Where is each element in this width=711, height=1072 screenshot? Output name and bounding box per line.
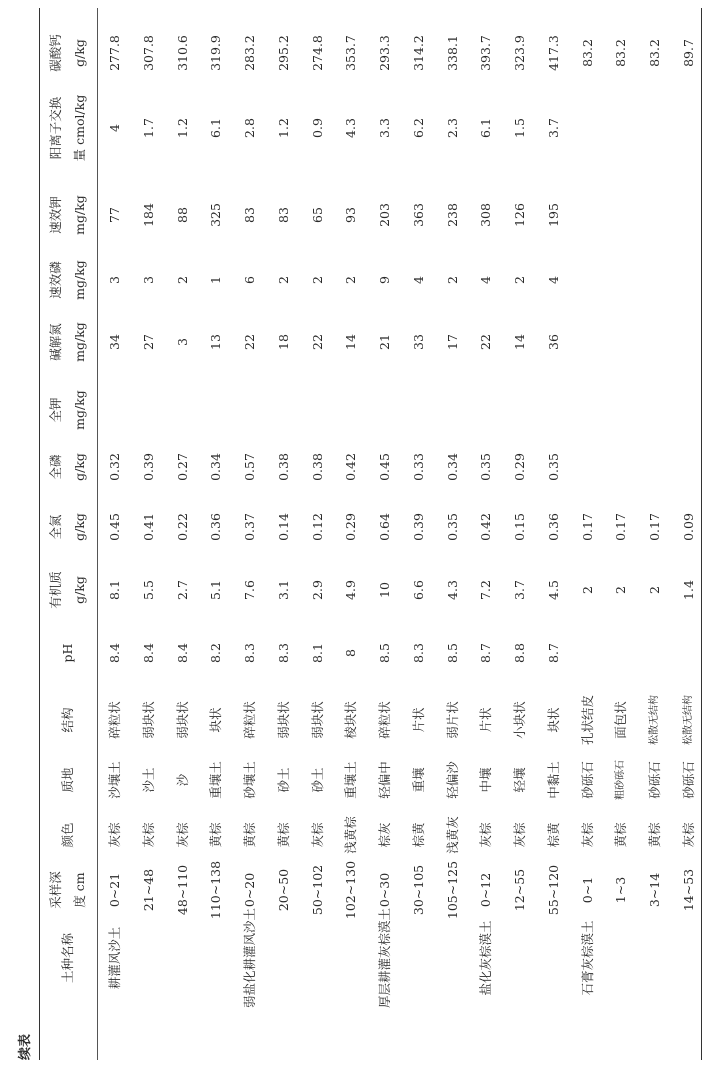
table-cell-depth: 30~105 xyxy=(411,864,426,916)
table-cell-an: 14 xyxy=(343,334,358,350)
table-cell-ap: 2 xyxy=(445,276,460,284)
table-cell-texture: 沙土 xyxy=(141,767,156,793)
table-bottom-rule xyxy=(701,8,702,1060)
table-cell-ph: 8.4 xyxy=(107,643,122,663)
table-cell-depth: 50~102 xyxy=(310,864,325,916)
table-cell-an: 22 xyxy=(478,334,493,350)
table-cell-tn: 0.12 xyxy=(310,513,325,541)
table-cell-depth: 12~55 xyxy=(512,868,527,912)
table-cell-tp: 0.27 xyxy=(175,453,190,481)
table-cell-color: 灰棕 xyxy=(512,822,527,848)
table-cell-ak: 83 xyxy=(242,207,257,223)
table-cell-tn: 0.29 xyxy=(343,513,358,541)
table-cell-cec: 1.7 xyxy=(141,118,156,138)
table-cell-cec: 6.1 xyxy=(208,118,223,138)
table-cell-tn: 0.17 xyxy=(613,513,628,541)
table-cell-tn: 0.41 xyxy=(141,513,156,541)
table-cell-tn: 0.17 xyxy=(647,513,662,541)
header-cec-line1: 阳离子交换 xyxy=(48,96,63,160)
header-ph: pH xyxy=(60,643,75,663)
table-cell-structure: 碎粒状 xyxy=(377,701,392,739)
table-cell-ak: 88 xyxy=(175,207,190,223)
table-cell-tn: 0.45 xyxy=(107,513,122,541)
table-cell-structure: 面包状 xyxy=(613,701,628,739)
table-cell-cec: 3.3 xyxy=(377,118,392,138)
table-cell-color: 灰棕 xyxy=(310,822,325,848)
table-cell-om: 8.1 xyxy=(107,580,122,600)
table-cell-ak: 184 xyxy=(141,203,156,227)
table-cell-ak: 77 xyxy=(107,207,122,223)
table-cell-an: 14 xyxy=(512,334,527,350)
table-cell-caco3: 274.8 xyxy=(310,35,325,71)
table-cell-an: 13 xyxy=(208,334,223,350)
table-cell-ph: 8.7 xyxy=(478,643,493,663)
table-cell-texture: 砂砾石 xyxy=(647,761,662,799)
table-cell-color: 浅黄灰 xyxy=(445,816,460,854)
table-cell-cec: 3.7 xyxy=(546,118,561,138)
table-cell-texture: 粗砂砾石 xyxy=(615,760,626,800)
header-om-line1: 有机质 xyxy=(48,571,63,609)
table-cell-tn: 0.64 xyxy=(377,513,392,541)
table-cell-texture: 砂土 xyxy=(276,767,291,793)
table-cell-ph: 8.4 xyxy=(175,643,190,663)
table-cell-texture: 轻偏沙 xyxy=(445,761,460,799)
table-cell-om: 2.9 xyxy=(310,580,325,600)
table-cell-texture: 轻壤 xyxy=(512,767,527,793)
table-cell-color: 黄棕 xyxy=(647,822,662,848)
table-cell-color: 灰棕 xyxy=(175,822,190,848)
table-cell-ap: 1 xyxy=(208,276,223,284)
table-cell-tp: 0.29 xyxy=(512,453,527,481)
table-cell-texture: 中壤 xyxy=(478,767,493,793)
table-cell-an: 3 xyxy=(175,338,190,346)
table-cell-depth: 55~120 xyxy=(546,864,561,916)
table-cell-depth: 48~110 xyxy=(175,864,190,916)
table-cell-tn: 0.42 xyxy=(478,513,493,541)
table-cell-an: 33 xyxy=(411,334,426,350)
table-cell-ph: 8 xyxy=(343,649,358,657)
table-cell-color: 灰棕 xyxy=(681,822,696,848)
table-cell-caco3: 393.7 xyxy=(478,35,493,71)
header-soil: 土种名称 xyxy=(60,932,75,984)
table-cell-om: 4.9 xyxy=(343,580,358,600)
table-cell-texture: 砂壤土 xyxy=(242,761,257,799)
table-cell-cec: 1.2 xyxy=(276,118,291,138)
table-cell-ap: 6 xyxy=(242,276,257,284)
table-cell-structure: 松散无结构 xyxy=(683,695,694,745)
table-cell-om: 3.7 xyxy=(512,580,527,600)
table-cell-tp: 0.39 xyxy=(141,453,156,481)
table-cell-structure: 弱块状 xyxy=(141,701,156,739)
table-cell-caco3: 314.2 xyxy=(411,35,426,71)
table-cell-ak: 65 xyxy=(310,207,325,223)
table-cell-an: 34 xyxy=(107,334,122,350)
header-tk-line2: mg/kg xyxy=(72,390,87,430)
table-cell-tp: 0.35 xyxy=(546,453,561,481)
table-cell-structure: 块状 xyxy=(546,707,561,733)
table-cell-structure: 碎粒状 xyxy=(242,701,257,739)
table-cell-depth: 0~30 xyxy=(377,872,392,908)
table-cell-caco3: 338.1 xyxy=(445,35,460,71)
table-cell-caco3: 83.2 xyxy=(647,39,662,67)
table-cell-ph: 8.8 xyxy=(512,643,527,663)
table-cell-depth: 1~3 xyxy=(613,876,628,904)
table-cell-tn: 0.09 xyxy=(681,513,696,541)
table-cell-soil: 弱盐化耕灌风沙土 xyxy=(242,907,257,1009)
table-cell-ak: 238 xyxy=(445,203,460,227)
table-cell-caco3: 293.3 xyxy=(377,35,392,71)
table-cell-structure: 棱块状 xyxy=(343,701,358,739)
table-cell-soil: 厚层耕灌灰棕漠土 xyxy=(377,907,392,1009)
table-cell-color: 黄棕 xyxy=(613,822,628,848)
table-cell-cec: 0.9 xyxy=(310,118,325,138)
table-cell-tn: 0.36 xyxy=(208,513,223,541)
table-cell-om: 2 xyxy=(613,586,628,594)
table-cell-tn: 0.15 xyxy=(512,513,527,541)
table-cell-cec: 1.5 xyxy=(512,118,527,138)
table-cell-ap: 2 xyxy=(512,276,527,284)
header-an-line1: 碱解氮 xyxy=(48,323,63,361)
table-cell-structure: 弱片状 xyxy=(445,701,460,739)
table-cell-tp: 0.57 xyxy=(242,453,257,481)
table-cell-ph: 8.3 xyxy=(411,643,426,663)
table-cell-om: 1.4 xyxy=(681,580,696,600)
table-cell-color: 灰棕 xyxy=(107,822,122,848)
table-cell-tn: 0.14 xyxy=(276,513,291,541)
table-cell-color: 黄棕 xyxy=(208,822,223,848)
table-cell-structure: 孔状结皮 xyxy=(580,694,595,746)
table-cell-caco3: 295.2 xyxy=(276,35,291,71)
table-cell-an: 21 xyxy=(377,334,392,350)
table-cell-om: 2.7 xyxy=(175,580,190,600)
table-cell-an: 22 xyxy=(242,334,257,350)
header-ap-line1: 速效磷 xyxy=(48,261,63,299)
table-cell-ap: 2 xyxy=(310,276,325,284)
table-cell-ph: 8.2 xyxy=(208,643,223,663)
table-cell-color: 黄棕 xyxy=(242,822,257,848)
table-cell-color: 浅黄棕 xyxy=(343,816,358,854)
header-cec-line2: 量 cmol/kg xyxy=(72,94,87,162)
table-cell-structure: 片状 xyxy=(411,707,426,733)
table-cell-color: 棕灰 xyxy=(377,822,392,848)
table-cell-tn: 0.37 xyxy=(242,513,257,541)
table-cell-om: 7.6 xyxy=(242,580,257,600)
table-cell-tn: 0.22 xyxy=(175,513,190,541)
header-caco3-line1: 碳酸钙 xyxy=(48,34,63,72)
table-cell-caco3: 310.6 xyxy=(175,35,190,71)
header-ak-line2: mg/kg xyxy=(72,195,87,235)
table-cell-depth: 20~50 xyxy=(276,868,291,912)
table-cell-color: 黄棕 xyxy=(276,822,291,848)
table-cell-ak: 126 xyxy=(512,203,527,227)
table-cell-ap: 2 xyxy=(343,276,358,284)
table-cell-structure: 片状 xyxy=(478,707,493,733)
table-cell-ak: 203 xyxy=(377,203,392,227)
table-cell-an: 36 xyxy=(546,334,561,350)
table-cell-om: 2 xyxy=(647,586,662,594)
table-cell-caco3: 277.8 xyxy=(107,35,122,71)
table-cell-ap: 4 xyxy=(478,276,493,284)
table-cell-tp: 0.33 xyxy=(411,453,426,481)
table-cell-texture: 沙 xyxy=(175,773,190,787)
table-cell-caco3: 353.7 xyxy=(343,35,358,71)
table-cell-ph: 8.5 xyxy=(377,643,392,663)
table-cell-om: 3.1 xyxy=(276,580,291,600)
table-cell-om: 5.1 xyxy=(208,580,223,600)
table-cell-caco3: 83.2 xyxy=(613,39,628,67)
table-cell-ap: 3 xyxy=(141,276,156,284)
table-cell-om: 7.2 xyxy=(478,580,493,600)
table-cell-ak: 308 xyxy=(478,203,493,227)
table-cell-structure: 弱块状 xyxy=(310,701,325,739)
table-cell-ak: 195 xyxy=(546,203,561,227)
table-cell-caco3: 323.9 xyxy=(512,35,527,71)
table-cell-texture: 重壤 xyxy=(411,767,426,793)
table-cell-om: 6.6 xyxy=(411,580,426,600)
table-cell-caco3: 283.2 xyxy=(242,35,257,71)
table-cell-depth: 110~138 xyxy=(208,860,223,920)
header-an-line2: mg/kg xyxy=(72,322,87,362)
table-cell-ap: 4 xyxy=(546,276,561,284)
table-cell-ph: 8.7 xyxy=(546,643,561,663)
table-cell-structure: 弱块状 xyxy=(175,701,190,739)
header-bottom-rule xyxy=(97,8,98,1060)
table-caption: 续表 xyxy=(18,1033,33,1060)
table-cell-structure: 弱块状 xyxy=(276,701,291,739)
table-cell-depth: 21~48 xyxy=(141,868,156,912)
table-cell-tp: 0.38 xyxy=(276,453,291,481)
table-cell-depth: 0~20 xyxy=(242,872,257,908)
table-cell-tp: 0.35 xyxy=(478,453,493,481)
table-cell-depth: 0~1 xyxy=(580,876,595,904)
header-om-line2: g/kg xyxy=(72,576,87,604)
header-color: 颜色 xyxy=(60,822,75,848)
table-cell-tp: 0.34 xyxy=(208,453,223,481)
table-cell-depth: 0~12 xyxy=(478,872,493,908)
table-cell-tp: 0.42 xyxy=(343,453,358,481)
header-tn-line1: 全氮 xyxy=(48,514,63,540)
table-cell-ap: 3 xyxy=(107,276,122,284)
table-cell-ak: 93 xyxy=(343,207,358,223)
table-cell-texture: 重壤土 xyxy=(343,761,358,799)
table-cell-ak: 325 xyxy=(208,203,223,227)
table-cell-cec: 4.3 xyxy=(343,118,358,138)
table-cell-ap: 9 xyxy=(377,276,392,284)
header-caco3-line2: g/kg xyxy=(72,39,87,67)
table-cell-texture: 轻偏中 xyxy=(377,761,392,799)
table-cell-ak: 363 xyxy=(411,203,426,227)
table-cell-structure: 松散无结构 xyxy=(649,695,660,745)
table-cell-caco3: 89.7 xyxy=(681,39,696,67)
table-cell-ph: 8.1 xyxy=(310,643,325,663)
table-cell-ak: 83 xyxy=(276,207,291,223)
header-tp-line2: g/kg xyxy=(72,453,87,481)
header-tn-line2: g/kg xyxy=(72,513,87,541)
table-cell-tn: 0.35 xyxy=(445,513,460,541)
table-cell-texture: 重壤土 xyxy=(208,761,223,799)
table-cell-ph: 8.5 xyxy=(445,643,460,663)
table-cell-tp: 0.34 xyxy=(445,453,460,481)
table-cell-om: 5.5 xyxy=(141,580,156,600)
table-cell-color: 灰棕 xyxy=(141,822,156,848)
table-cell-an: 27 xyxy=(141,334,156,350)
table-cell-cec: 4 xyxy=(107,124,122,132)
table-cell-soil: 耕灌风沙土 xyxy=(107,926,122,990)
table-cell-ph: 8.3 xyxy=(242,643,257,663)
table-cell-texture: 中黏土 xyxy=(546,761,561,799)
table-cell-tn: 0.39 xyxy=(411,513,426,541)
table-cell-texture: 砂砾石 xyxy=(681,761,696,799)
table-cell-om: 10 xyxy=(377,582,392,598)
table-cell-texture: 沙壤土 xyxy=(107,761,122,799)
header-ak-line1: 速效钾 xyxy=(48,196,63,234)
table-cell-ph: 8.4 xyxy=(141,643,156,663)
table-cell-ap: 2 xyxy=(175,276,190,284)
header-texture: 质地 xyxy=(60,767,75,793)
table-top-rule xyxy=(39,8,40,1060)
table-cell-cec: 6.2 xyxy=(411,118,426,138)
table-cell-soil: 石膏灰棕漠土 xyxy=(580,920,595,996)
table-cell-ap: 4 xyxy=(411,276,426,284)
table-cell-cec: 2.8 xyxy=(242,118,257,138)
table-cell-om: 4.5 xyxy=(546,580,561,600)
table-cell-color: 棕黄 xyxy=(411,822,426,848)
table-cell-cec: 6.1 xyxy=(478,118,493,138)
table-cell-an: 18 xyxy=(276,334,291,350)
table-cell-tp: 0.38 xyxy=(310,453,325,481)
header-ap-line2: mg/kg xyxy=(72,260,87,300)
table-cell-soil: 盐化灰棕漠土 xyxy=(478,920,493,996)
table-cell-depth: 102~130 xyxy=(343,860,358,920)
table-cell-an: 22 xyxy=(310,334,325,350)
table-cell-cec: 2.3 xyxy=(445,118,460,138)
table-cell-caco3: 83.2 xyxy=(580,39,595,67)
table-cell-om: 2 xyxy=(580,586,595,594)
table-cell-om: 4.3 xyxy=(445,580,460,600)
table-cell-caco3: 319.9 xyxy=(208,35,223,71)
table-cell-structure: 碎粒状 xyxy=(107,701,122,739)
table-cell-depth: 3~14 xyxy=(647,872,662,908)
table-cell-ap: 2 xyxy=(276,276,291,284)
header-structure: 结构 xyxy=(60,707,75,733)
table-cell-cec: 1.2 xyxy=(175,118,190,138)
table-cell-caco3: 417.3 xyxy=(546,35,561,71)
table-cell-ph: 8.3 xyxy=(276,643,291,663)
table-cell-color: 棕黄 xyxy=(546,822,561,848)
header-tk-line1: 全钾 xyxy=(48,397,63,423)
table-cell-texture: 砂砾石 xyxy=(580,761,595,799)
table-cell-depth: 14~53 xyxy=(681,868,696,912)
table-cell-color: 灰棕 xyxy=(478,822,493,848)
table-cell-tn: 0.17 xyxy=(580,513,595,541)
table-cell-tp: 0.45 xyxy=(377,453,392,481)
header-tp-line1: 全磷 xyxy=(48,454,63,480)
header-depth-line2: 度 cm xyxy=(72,872,87,908)
table-cell-an: 17 xyxy=(445,334,460,350)
table-cell-depth: 0~21 xyxy=(107,872,122,908)
table-cell-caco3: 307.8 xyxy=(141,35,156,71)
table-cell-depth: 105~125 xyxy=(445,860,460,920)
table-cell-texture: 砂土 xyxy=(310,767,325,793)
header-depth-line1: 采样深 xyxy=(48,871,63,909)
table-cell-structure: 小块状 xyxy=(512,701,527,739)
table-cell-tp: 0.32 xyxy=(107,453,122,481)
table-cell-tn: 0.36 xyxy=(546,513,561,541)
table-cell-structure: 块状 xyxy=(208,707,223,733)
table-cell-color: 灰棕 xyxy=(580,822,595,848)
